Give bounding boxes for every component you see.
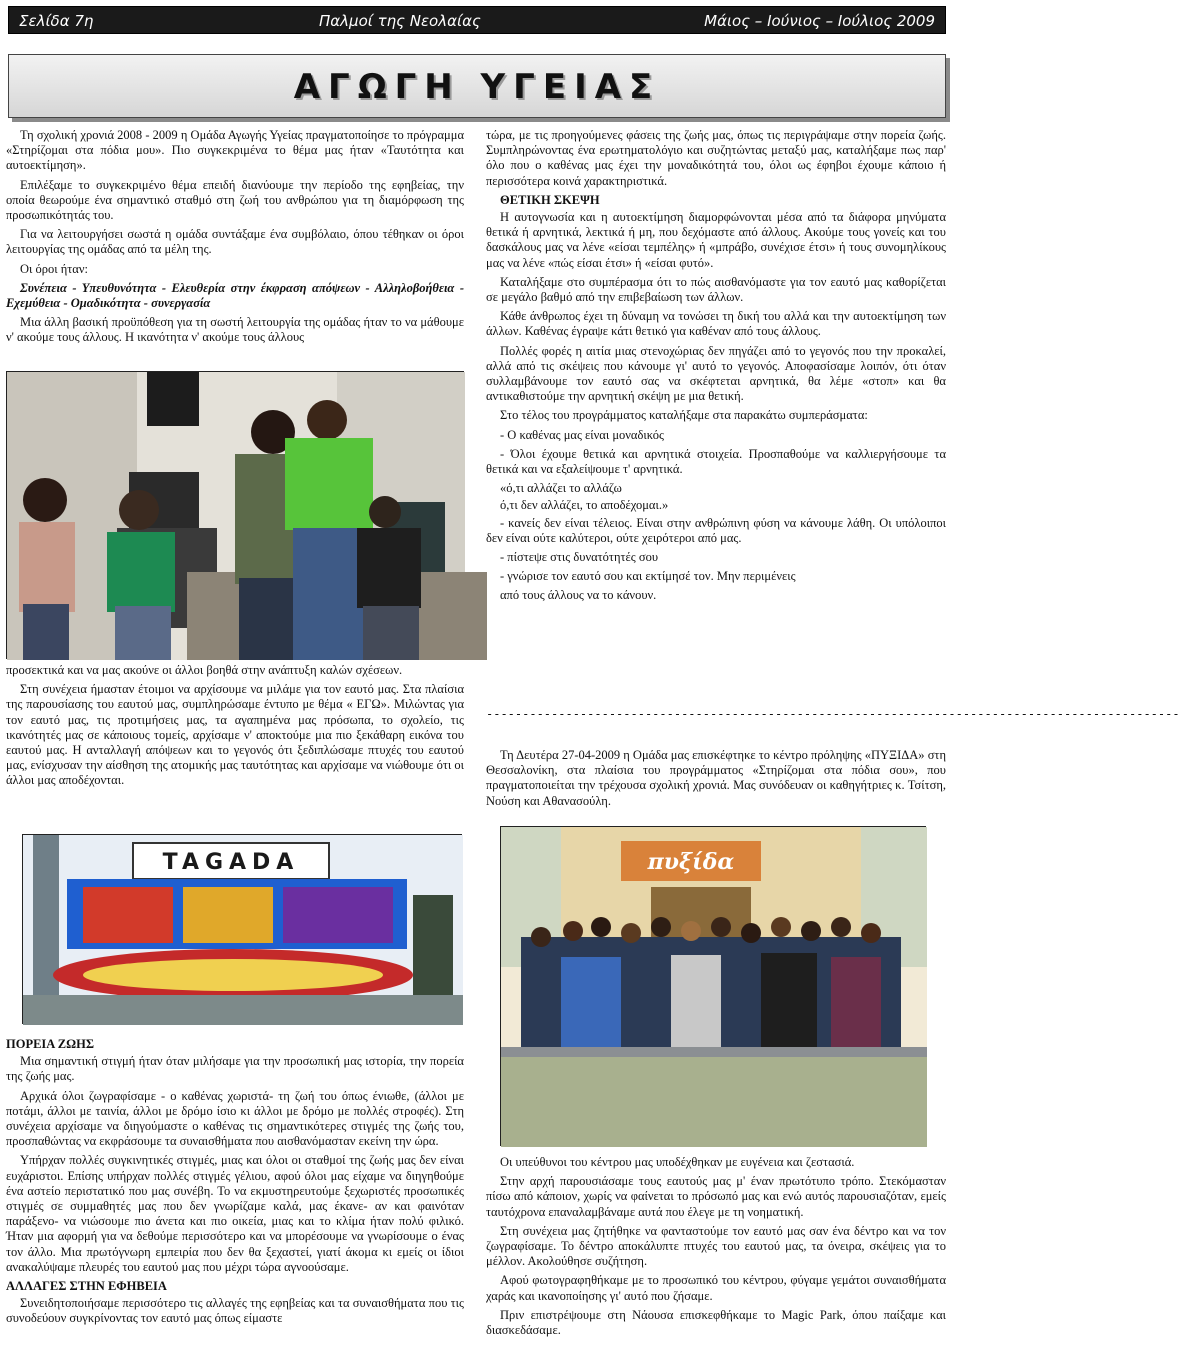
paragraph: Κάθε άνθρωπος έχει τη δύναμη να τονώσει τη δική του αλλά και την αυτοεκτίμηση των άλλων. Καθένας έγραψε κάτι θετικό για καθέναν από τους άλλους.	[486, 309, 946, 339]
conclusion-item: - Ο καθένας μας είναι μοναδικός	[500, 427, 664, 442]
paragraph: Αρχικά όλοι ζωγραφίσαμε - ο καθένας χωριστά- τη ζωή του όπως ένιωθε, (άλλοι με ποτάμι, άλλοι με ταινία, άλλοι με δρόμο ίσιο κι άλλοι με δρόμο με πολλές στροφές). Στη συνέχεια αρχίσαμε να διηγούμαστε ο καθένας τις σημαντικότερες στιγμές της ζωής του, προσπαθώντας να εκφράσουμε τα συναισθήματα που αισθανόμασταν εκείνη την ώρα.	[6, 1088, 464, 1149]
paragraph: Τη σχολική χρονιά 2008 - 2009 η Ομάδα Αγωγής Υγείας πραγματοποίησε το πρόγραμμα «Στηρίζομαι στα πόδια μου». Πιο συγκεκριμένα το θέμα μας ήταν «Ταυτότητα και αυτοεκτίμηση».	[6, 128, 464, 173]
left-bottom-article	[6, 1034, 464, 1331]
right-bottom-article	[486, 1155, 946, 1342]
conclusion-item: - γνώρισε τον εαυτό σου και εκτίμησέ τον. Μην περιμένεις	[500, 569, 796, 584]
classroom-illustration	[7, 372, 465, 660]
quote-line: ό,τι δεν αλλάζει, το αποδέχομαι.»	[500, 498, 669, 513]
left-mid-article	[6, 663, 464, 793]
photo-group-pyxida	[500, 826, 926, 1146]
paragraph: Για να λειτουργήσει σωστά η ομάδα συντάξαμε ένα συμβόλαιο, όπου τέθηκαν οι όροι λειτουργίας της ομάδας από τα μέλη της.	[6, 227, 464, 257]
paragraph: Καταλήξαμε στο συμπέρασμα ότι το πώς αισθανόμαστε για τον εαυτό μας καθορίζεται σε μεγάλο βαθμό από την επιβεβαίωση των άλλων.	[486, 274, 946, 305]
paragraph: Μια άλλη βασική προϋπόθεση για τη σωστή λειτουργία της ομάδας ήταν το να μάθουμε ν' ακούμε τους άλλους. Η ικανότητα ν' ακούμε τους άλλους	[6, 315, 464, 345]
conclusion-item: - κανείς δεν είναι τέλειος. Είναι στην ανθρώπινη φύση να κάνουμε λάθη. Οι υπόλοιποι δεν είναι ούτε καλύτεροι, ούτε χειρότεροι από μας.	[486, 515, 946, 545]
paragraph: Στη συνέχεια μας ζητήθηκε να φανταστούμε τον εαυτό μας σαν ένα δέντρο και να τον ζωγραφίσαμε. Το δέντρο αποκάλυπτε πτυχές του εαυτού μας, τα όνειρα, σκέψεις για το μέλλον. Ακολούθησε συζήτηση.	[486, 1223, 946, 1269]
group-illustration	[501, 827, 927, 1147]
paragraph: Πριν επιστρέψουμε στη Νάουσα επισκεφθήκαμε το Magic Park, όπου παίξαμε και διασκεδάσαμε.	[486, 1307, 946, 1338]
paragraph: Συνειδητοποιήσαμε περισσότερο τις αλλαγές της εφηβείας και τα συναισθήματα που τις συνοδεύουν συγκρίνοντας τον εαυτό μας όπως είμαστε	[6, 1296, 464, 1326]
group-terms: Συνέπεια - Υπευθυνότητα - Ελευθερία στην έκφραση απόψεων - Αλληλοβοήθεια - Εχεμύθεια - Ομαδικότητα - συνεργασία	[6, 280, 464, 311]
section-title-box	[8, 54, 946, 118]
paragraph: Μια σημαντική στιγμή ήταν όταν μιλήσαμε για την προσωπική μας ιστορία, την πορεία της ζωής μας.	[6, 1054, 464, 1084]
section-heading-adolescence: ΑΛΛΑΓΕΣ ΣΤΗΝ ΕΦΗΒΕΙΑ	[6, 1279, 167, 1294]
section-title: ΑΓΩΓΗ ΥΓΕΙΑΣ	[293, 67, 661, 107]
paragraph: Υπήρχαν πολλές συγκινητικές στιγμές, μιας και όλοι οι σταθμοί της ζωής μας δεν είναι ευχάριστοι. Επίσης υπήρχαν πολλές στιγμές γέλιου, αφού όλοι μας είχαμε να διηγηθούμε ένα αστείο περιστατικό που μας συνέβη. Το να εκμυστηρευτούμε ξεχωριστές προσωπικές στιγμές σε συμμαθητές μας που δεν γνωρίζαμε καλά, μας έκανε- αν και φαινόταν παράξενο- να νιώσουμε πιο άνετα και πιο οικεία, μιας και το κλίμα ήταν πολύ φιλικό. Ήταν μια αφορμή για να δεθούμε περισσότερο και να μπορέσουμε να γνωρίσουμε ο ένας τον άλλο. Μια πρωτόγνωρη εμπειρία που δεν θα ξεχαστεί, γιατί άκομα κι εμείς οι ίδιοι ανακαλύψαμε πλευρές του εαυτού μας που μέχρι τώρα αγνοούσαμε.	[6, 1153, 464, 1274]
paragraph: Στην αρχή παρουσιάσαμε τους εαυτούς μας μ' έναν πρωτότυπο τρόπο. Στεκόμασταν πίσω από κάποιον, χωρίς να φαίνεται το πρόσωπό μας και ενώ αυτός παρουσιαζόταν, εμείς ταυτόχρονα επαναλαμβάναμε αυτά που έλεγε με τη νοηματική.	[486, 1174, 946, 1219]
right-top-article	[486, 128, 946, 608]
ride-sign: TAGADA	[162, 850, 300, 875]
paragraph: Επιλέξαμε το συγκεκριμένο θέμα επειδή διανύουμε την περίοδο της εφηβείας, την οποία θεωρούμε ένα σημαντικό σταθμό στη ζωή του ανθρώπου για τη διαμόρφωση της προσωπικότητάς του.	[6, 177, 464, 223]
newspaper-name: Παλμοί της Νεολαίας	[319, 12, 481, 30]
paragraph: Πολλές φορές η αιτία μιας στενοχώριας δεν πηγάζει από το γεγονός που την προκαλεί, αλλά από τις σκέψεις που κάνουμε γι' αυτό το γεγονός. Αποφασίσαμε λοιπόν, ότι όταν συλλαμβάνουμε τον εαυτό σας να σκέφτεται αρνητικά, θα λέμε «στοπ» και θα αντικαθιστούμε την αρνητική σκέψη με μια θετική.	[486, 343, 946, 404]
paragraph: Στο τέλος του προγράμματος καταλήξαμε στα παρακάτω συμπεράσματα:	[500, 408, 868, 423]
page-number: Σελίδα 7η	[19, 12, 94, 30]
paragraph: Η αυτογνωσία και η αυτοεκτίμηση διαμορφώνονται μέσα από τα διάφορα μηνύματα θετικά ή αρνητικά, λεκτικά ή μη, που δεχόμαστε από άλλους. Ακούμε τους γονείς και του δασκάλους μας να λένε «είσαι τεμπέλης» ή «μπράβο, συνέχισε έτσι» ή τους συνομηλίκους μας να λένε «πώς είσαι έτσι» ή «είσαι φυτό».	[486, 210, 946, 270]
right-mid-article	[486, 748, 946, 813]
section-heading-life-path: ΠΟΡΕΙΑ ΖΩΗΣ	[6, 1037, 94, 1051]
conclusion-item: από τους άλλους να το κάνουν.	[500, 588, 657, 603]
center-sign: πυξίδα	[647, 849, 735, 875]
conclusion-item: - Όλοι έχουμε θετικά και αρνητικά στοιχεία. Προσπαθούμε να καλλιεργήσουμε τα θετικά και να εξαλείψουμε τ' αρνητικά.	[486, 446, 946, 477]
paragraph: τώρα, με τις προηγούμενες φάσεις της ζωής μας, όπως τις περιγράψαμε στην πορεία ζωής. Συμπληρώνοντας ένα ερωτηματολόγιο και συζητώντας μεταξύ μας, καταλήξαμε πως παρ' όλο που ο καθένας μας έχει την μοναδικότητά του, όλοι ως έφηβοι έχουμε κάποιο ή περισσότερα κοινά χαρακτηριστικά.	[486, 128, 946, 188]
paragraph: Αφού φωτογραφηθήκαμε με το προσωπικό του κέντρου, φύγαμε γεμάτοι συναισθήματα χαράς και ικανοποίησης γι' αυτό που ζήσαμε.	[486, 1273, 946, 1303]
tagada-illustration	[23, 835, 463, 1025]
paragraph: Τη Δευτέρα 27-04-2009 η Ομάδα μας επισκέφτηκε το κέντρο πρόληψης «ΠΥΞΙΔΑ» στη Θεσσαλονίκη, στα πλαίσια του προγράμματος «Στηρίζομαι στα πόδια σου», που πραγματοποιείται την τρέχουσα σχολική χρονιά. Μας συνόδευαν οι καθηγήτριες κ. Τσίτση, Νούση και Αθανασούλη.	[486, 748, 946, 808]
section-heading-positive-thinking: ΘΕΤΙΚΗ ΣΚΕΨΗ	[500, 192, 600, 207]
conclusion-item: - πίστεψε στις δυνατότητές σου	[500, 550, 659, 565]
paragraph: Στη συνέχεια ήμασταν έτοιμοι να αρχίσουμε να μιλάμε για τον εαυτό μας. Στα πλαίσια της παρουσίασης του εαυτού μας, συμπληρώσαμε έντυπο με θέμα « ΕΓΩ». Μιλώντας για τον εαυτό μας, τις προτιμήσεις μας, τα αγαπημένα μας πρόσωπα, το σχολείο, τις ικανότητές μας σε κάποιους τομείς, αρχίσαμε ν' αποκτούμε μια πιο ξεκάθαρη εικόνα του εαυτού μας. Η ανταλλαγή απόψεων και το γεγονός ότι ξεδιπλώσαμε πτυχές του εαυτού μας, ενίσχυσαν την αίσθηση της ατομικής μας ταυτότητας και αρχίσαμε να νιώθουμε ότι οι άλλοι μας αποδέχονται.	[6, 682, 464, 788]
photo-tagada-ride	[22, 834, 462, 1024]
photo-students-classroom	[6, 371, 464, 659]
paragraph: προσεκτικά και να μας ακούνε οι άλλοι βοηθά στην ανάπτυξη καλών σχέσεων.	[6, 663, 403, 677]
paragraph: Οι υπεύθυνοι του κέντρου μας υποδέχθηκαν με ευγένεια και ζεστασιά.	[500, 1155, 855, 1169]
dashed-separator: ------------------------------------------------------------------------------------------------	[486, 707, 1180, 721]
paragraph: Οι όροι ήταν:	[20, 261, 88, 276]
left-top-article	[6, 128, 464, 350]
issue-date: Μάιος – Ιούνιος – Ιούλιος 2009	[704, 12, 935, 30]
quote-line: «ό,τι αλλάζει το αλλάζω	[500, 481, 622, 496]
page-header	[8, 6, 946, 34]
